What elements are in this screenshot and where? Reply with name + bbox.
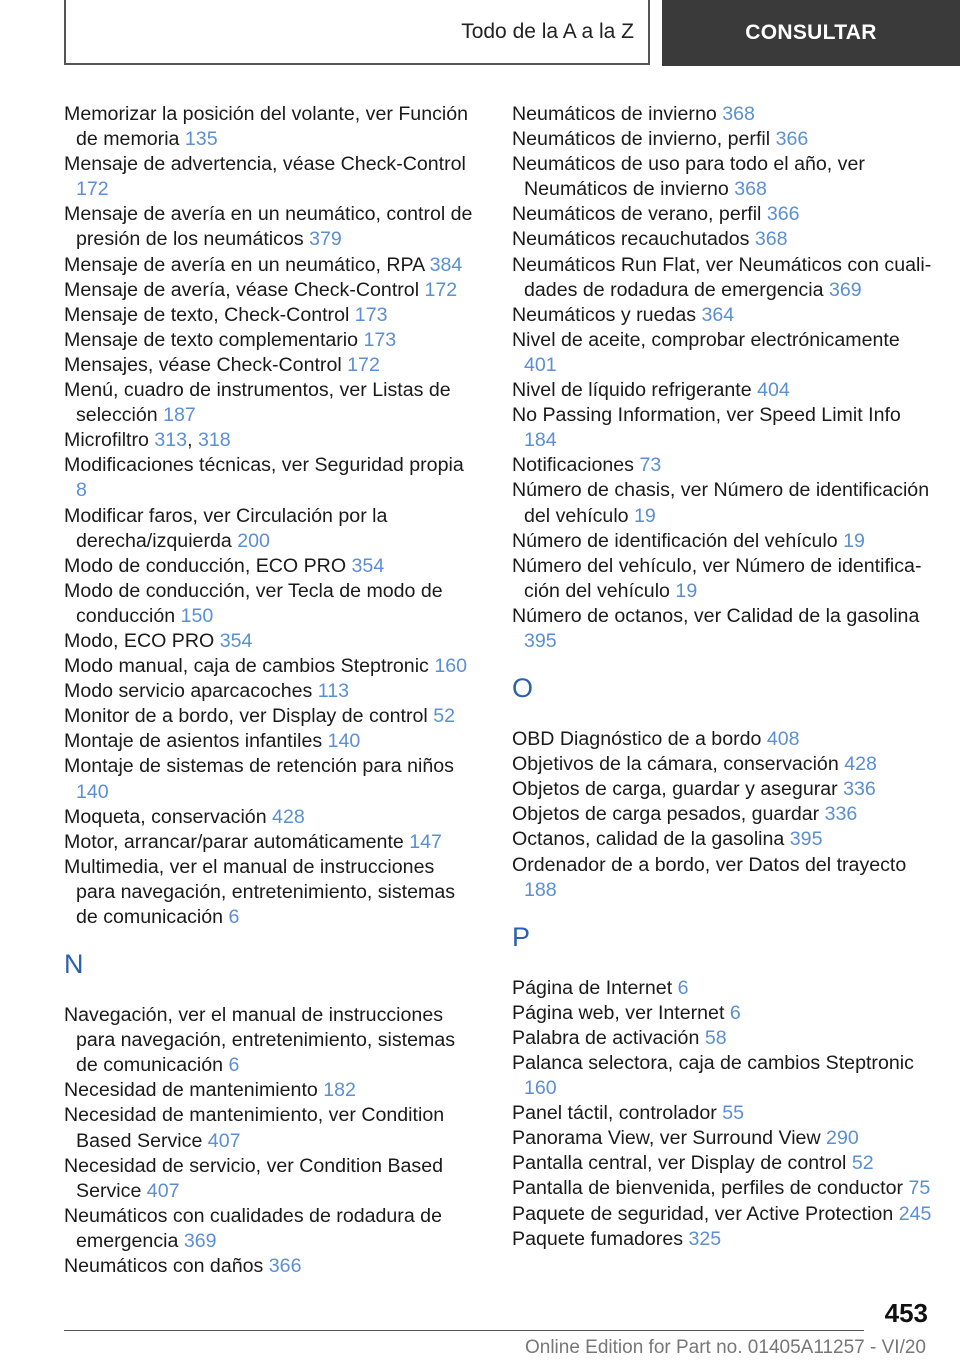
entry-text: Neumáticos de uso para todo el año, ver Neumáticos de invierno bbox=[512, 153, 865, 201]
page-link[interactable]: 245 bbox=[898, 1202, 932, 1225]
index-entry bbox=[512, 853, 936, 903]
index-column-right bbox=[512, 102, 936, 1252]
index-entry bbox=[512, 1202, 936, 1227]
page-link[interactable]: 75 bbox=[908, 1177, 931, 1200]
index-entry bbox=[64, 1103, 478, 1153]
entry-text: Motor, arrancar/parar automáticamente bbox=[64, 830, 404, 853]
page-link[interactable]: 187 bbox=[163, 404, 196, 427]
index-entry bbox=[512, 478, 936, 528]
page-link[interactable]: 8 bbox=[76, 479, 87, 502]
index-entry bbox=[512, 727, 936, 752]
index-entry bbox=[512, 827, 936, 852]
index-entry bbox=[64, 202, 478, 252]
index-entry bbox=[512, 1101, 936, 1126]
entry-text: Modificaciones técnicas, ver Seguridad propia bbox=[64, 454, 464, 477]
entry-text: Objetivos de la cámara, conservación bbox=[512, 753, 839, 776]
index-entry bbox=[512, 328, 936, 378]
entry-text: Notificaciones bbox=[512, 454, 634, 477]
index-entry bbox=[512, 1026, 936, 1051]
entry-text: Moqueta, conservación bbox=[64, 805, 267, 828]
index-entry bbox=[64, 303, 478, 328]
page-link[interactable]: 408 bbox=[766, 728, 800, 751]
entry-text: Memorizar la posición del volante, ver Función de memoria bbox=[64, 103, 469, 151]
entry-text: Necesidad de mantenimiento bbox=[64, 1079, 318, 1102]
header-underline bbox=[64, 63, 650, 65]
entry-text: Monitor de a bordo, ver Display de control bbox=[64, 705, 428, 728]
index-entry bbox=[512, 554, 936, 604]
index-entry bbox=[64, 1078, 478, 1103]
entry-text: Mensajes, véase Check-Control bbox=[64, 353, 342, 376]
index-entry bbox=[64, 453, 478, 503]
entry-text: Mensaje de avería en un neumático, control de presión de los neumáticos bbox=[64, 203, 473, 251]
tab-index-label: Todo de la A a la Z bbox=[461, 19, 634, 43]
index-entry bbox=[64, 328, 478, 353]
index-entry bbox=[512, 253, 936, 303]
entry-text: Palanca selectora, caja de cambios Steptronic bbox=[512, 1052, 914, 1074]
entry-text: Página web, ver Internet bbox=[512, 1001, 725, 1024]
entry-text: Objetos de carga, guardar y asegurar bbox=[512, 778, 838, 801]
section-letter: O bbox=[512, 673, 534, 704]
index-entry bbox=[512, 202, 936, 227]
page-link[interactable]: 369 bbox=[829, 278, 862, 301]
section-letter: N bbox=[64, 949, 84, 980]
entry-text: Número de chasis, ver Número de identificación del vehículo bbox=[512, 479, 930, 527]
index-entry bbox=[64, 654, 478, 679]
index-entry bbox=[512, 227, 936, 252]
page-link[interactable]: 401 bbox=[524, 353, 557, 376]
page-link[interactable]: 140 bbox=[76, 780, 109, 803]
page-link[interactable]: 428 bbox=[272, 805, 305, 828]
index-entry bbox=[64, 1154, 478, 1204]
page-link[interactable]: 368 bbox=[734, 178, 767, 201]
page-link[interactable]: 368 bbox=[754, 228, 788, 251]
index-entry bbox=[64, 102, 478, 152]
entry-text: Mensaje de avería, véase Check-Control bbox=[64, 278, 420, 301]
entry-text: Modo, ECO PRO bbox=[64, 629, 215, 652]
page-link[interactable]: 325 bbox=[688, 1227, 722, 1250]
entry-text: Neumáticos con daños bbox=[64, 1255, 264, 1278]
entry-text: Número de octanos, ver Calidad de la gasolina bbox=[512, 604, 920, 627]
index-entry bbox=[64, 704, 478, 729]
edition-note: Online Edition for Part no. 01405A11257 - VI/20 bbox=[524, 1337, 926, 1358]
entry-text: Montaje de sistemas de retención para niños bbox=[64, 755, 454, 778]
page-link[interactable]: 19 bbox=[843, 529, 865, 552]
entry-text: Mensaje de avería en un neumático, RPA bbox=[64, 253, 425, 276]
entry-text: Número del vehículo, ver Número de identificación del vehículo bbox=[512, 554, 922, 602]
page-link[interactable]: 6 bbox=[729, 1001, 741, 1024]
entry-text: Mensaje de advertencia, véase Check-Control bbox=[64, 153, 466, 176]
page-link[interactable]: 200 bbox=[237, 529, 270, 552]
tab-index[interactable] bbox=[66, 0, 646, 63]
index-entry bbox=[64, 754, 478, 804]
index-entry bbox=[512, 152, 936, 202]
entry-text: Ordenador de a bordo, ver Datos del trayecto bbox=[512, 853, 907, 876]
index-entry bbox=[512, 1126, 936, 1151]
entry-text: Objetos de carga pesados, guardar bbox=[512, 803, 820, 826]
index-entry bbox=[64, 504, 478, 554]
index-entry bbox=[64, 579, 478, 629]
page-link[interactable]: 173 bbox=[354, 303, 388, 326]
index-entry bbox=[64, 629, 478, 654]
page-link[interactable]: 6 bbox=[677, 976, 689, 999]
page-link[interactable]: 313 bbox=[154, 429, 188, 452]
index-entry bbox=[64, 805, 478, 830]
page-link[interactable]: 318 bbox=[197, 429, 231, 452]
page-header bbox=[0, 0, 960, 66]
page-link[interactable]: 52 bbox=[851, 1152, 874, 1175]
page-link[interactable]: 428 bbox=[844, 753, 877, 776]
index-entry bbox=[64, 729, 478, 754]
entry-text: Navegación, ver el manual de instrucciones para navegación, entretenimiento, sistemas de comunicación bbox=[64, 1004, 456, 1077]
page-link[interactable]: 366 bbox=[766, 203, 800, 226]
footer-divider bbox=[64, 1330, 864, 1331]
index-entry bbox=[512, 604, 936, 654]
entry-text: Pantalla central, ver Display de control bbox=[512, 1152, 847, 1175]
page-link[interactable]: 172 bbox=[347, 353, 380, 376]
entry-text: Panel táctil, controlador bbox=[512, 1102, 717, 1125]
page-link[interactable]: 354 bbox=[351, 554, 385, 577]
page-link[interactable]: 336 bbox=[824, 803, 858, 826]
index-entry bbox=[64, 253, 478, 278]
page-link[interactable]: 6 bbox=[228, 906, 240, 928]
page-link[interactable]: 290 bbox=[826, 1127, 859, 1150]
index-entry bbox=[512, 1227, 936, 1252]
entry-text: Panorama View, ver Surround View bbox=[512, 1127, 821, 1150]
page-link[interactable]: 140 bbox=[327, 730, 361, 753]
index-entry bbox=[512, 127, 936, 152]
index-entry bbox=[64, 830, 478, 855]
page-link[interactable]: 150 bbox=[180, 604, 214, 627]
index-entry bbox=[512, 529, 936, 554]
index-entry bbox=[64, 378, 478, 428]
entry-text: Mensaje de texto, Check-Control bbox=[64, 303, 350, 326]
entry-text: Nivel de aceite, comprobar electrónicamente bbox=[512, 328, 900, 351]
entry-text: Paquete de seguridad, ver Active Protection bbox=[512, 1202, 894, 1225]
page-link[interactable]: 364 bbox=[701, 303, 735, 326]
page-link[interactable]: 73 bbox=[639, 454, 662, 477]
page-link[interactable]: 184 bbox=[524, 429, 557, 452]
index-entry bbox=[64, 278, 478, 303]
tab-consult[interactable] bbox=[662, 0, 960, 66]
page-link[interactable]: 407 bbox=[146, 1179, 180, 1202]
index-entry bbox=[512, 102, 936, 127]
page-link[interactable]: 379 bbox=[309, 228, 342, 251]
page-link[interactable]: 173 bbox=[363, 328, 397, 351]
entry-text: Octanos, calidad de la gasolina bbox=[512, 828, 785, 851]
index-entry bbox=[64, 1204, 478, 1254]
page-link[interactable]: 188 bbox=[524, 878, 557, 901]
index-entry bbox=[512, 1176, 936, 1201]
page-link[interactable]: 172 bbox=[424, 278, 458, 301]
index-entry bbox=[512, 802, 936, 827]
entry-text: Microfiltro bbox=[64, 429, 149, 452]
entry-text: Menú, cuadro de instrumentos, ver Listas de selección bbox=[64, 379, 451, 427]
page-link[interactable]: 407 bbox=[207, 1129, 241, 1152]
entry-text: OBD Diagnóstico de a bordo bbox=[512, 728, 762, 751]
entry-text: Neumáticos recauchutados bbox=[512, 228, 750, 251]
page-link[interactable]: 19 bbox=[675, 579, 698, 602]
index-entry bbox=[64, 353, 478, 378]
index-entry bbox=[512, 1001, 936, 1026]
entry-text: Montaje de asientos infantiles bbox=[64, 730, 323, 753]
entry-text: Modo de conducción, ECO PRO bbox=[64, 554, 347, 577]
index-entry bbox=[64, 855, 478, 930]
index-entry bbox=[64, 1003, 478, 1078]
page-number: 453 bbox=[884, 1298, 928, 1328]
page-link[interactable]: 147 bbox=[409, 830, 442, 853]
index-entry bbox=[512, 303, 936, 328]
index-entry bbox=[64, 554, 478, 579]
page-link[interactable]: 368 bbox=[722, 103, 755, 125]
entry-text: Necesidad de servicio, ver Condition Based Service bbox=[64, 1154, 444, 1202]
page-link[interactable]: 6 bbox=[228, 1054, 240, 1077]
index-entry bbox=[512, 1051, 936, 1101]
entry-text: Palabra de activación bbox=[512, 1026, 700, 1049]
index-column-left bbox=[64, 102, 478, 1279]
entry-text: Mensaje de texto complementario bbox=[64, 328, 359, 351]
entry-text: Neumáticos con cualidades de rodadura de emergencia bbox=[64, 1204, 442, 1252]
index-entry bbox=[512, 453, 936, 478]
index-entry: Microfiltro 313, 318 bbox=[64, 429, 231, 452]
entry-text: Modo servicio aparcacoches bbox=[64, 680, 313, 703]
entry-text: Neumáticos de invierno, perfil bbox=[512, 128, 771, 151]
entry-text: Neumáticos y ruedas bbox=[512, 303, 697, 326]
entry-text: Modo de conducción, ver Tecla de modo de conducción bbox=[64, 579, 443, 627]
page-link[interactable]: 135 bbox=[184, 128, 218, 151]
entry-text: Neumáticos de invierno bbox=[512, 103, 717, 125]
page-link[interactable]: 369 bbox=[183, 1229, 217, 1252]
index-entry bbox=[512, 777, 936, 802]
page-link[interactable]: 182 bbox=[323, 1079, 356, 1102]
page-link[interactable]: 395 bbox=[789, 828, 823, 851]
index-entry bbox=[64, 679, 478, 704]
index-entry bbox=[512, 403, 936, 453]
page-link[interactable]: 404 bbox=[757, 379, 790, 402]
page-link[interactable]: 55 bbox=[722, 1102, 745, 1125]
page-link[interactable]: 113 bbox=[317, 680, 350, 703]
entry-text: Número de identificación del vehículo bbox=[512, 529, 838, 552]
page-link[interactable]: 354 bbox=[219, 629, 253, 652]
index-entry bbox=[512, 752, 936, 777]
entry-text: Nivel de líquido refrigerante bbox=[512, 379, 752, 402]
entry-text: Modificar faros, ver Circulación por la derecha/izquierda bbox=[64, 504, 388, 552]
section-letter: P bbox=[512, 921, 531, 952]
entry-text: Pantalla de bienvenida, perfiles de conductor bbox=[512, 1177, 904, 1200]
entry-text: No Passing Information, ver Speed Limit Info bbox=[512, 404, 901, 427]
index-entry bbox=[64, 152, 478, 202]
page-link[interactable]: 52 bbox=[433, 705, 456, 728]
page-link[interactable]: 58 bbox=[704, 1026, 727, 1049]
page-link[interactable]: 336 bbox=[843, 778, 876, 801]
entry-text: Modo manual, caja de cambios Steptronic bbox=[64, 655, 429, 678]
index-entry bbox=[512, 378, 936, 403]
index-entry bbox=[512, 1151, 936, 1176]
index-entry bbox=[512, 976, 936, 1001]
entry-text: Paquete fumadores bbox=[512, 1227, 684, 1250]
page-link[interactable]: 160 bbox=[524, 1077, 557, 1100]
page-link[interactable]: 395 bbox=[524, 629, 557, 652]
page-link[interactable]: 366 bbox=[268, 1255, 302, 1278]
page-link[interactable]: 384 bbox=[429, 253, 463, 276]
tab-divider bbox=[648, 0, 650, 64]
entry-text: Neumáticos Run Flat, ver Neumáticos con cualidades de rodadura de emergencia bbox=[512, 253, 932, 301]
entry-text: Página de Internet bbox=[512, 976, 673, 999]
index-entry bbox=[64, 1254, 478, 1279]
entry-text: Necesidad de mantenimiento, ver Condition Based Service bbox=[64, 1104, 445, 1152]
page-link[interactable]: 366 bbox=[775, 128, 809, 151]
entry-text: Neumáticos de verano, perfil bbox=[512, 203, 762, 226]
page-link[interactable]: 160 bbox=[434, 655, 468, 678]
page-link[interactable]: 19 bbox=[634, 504, 656, 527]
entry-text: Multimedia, ver el manual de instrucciones para navegación, entretenimiento, sistemas de comunicación bbox=[64, 855, 456, 928]
page-link[interactable]: 172 bbox=[76, 178, 109, 201]
tab-consult-label: CONSULTAR bbox=[745, 21, 877, 44]
